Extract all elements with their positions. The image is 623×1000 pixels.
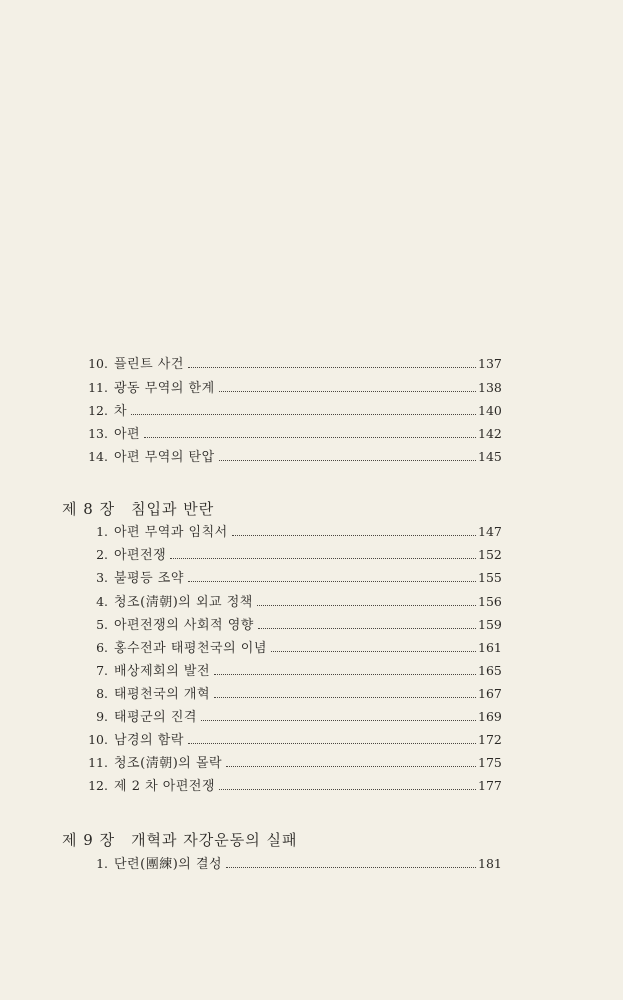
toc-entry: [82, 778, 500, 795]
toc-leader-dots: [188, 743, 476, 744]
toc-entry-page: 140: [478, 403, 502, 418]
toc-entry-title: 홍수전과 태평천국의 이념: [114, 641, 267, 656]
toc-leader-dots: [188, 581, 476, 582]
toc-leader-dots: [219, 460, 476, 461]
toc-entry-page: 147: [478, 524, 502, 539]
toc-entry-title: 불평등 조약: [114, 571, 184, 586]
toc-entry-page: 159: [478, 617, 502, 632]
toc-entry-number: 14.: [88, 449, 108, 464]
toc-leader-dots: [271, 651, 476, 652]
toc-entry-page: 167: [478, 686, 502, 701]
toc-entry: [82, 524, 500, 541]
chapter-title: 개혁과 자강운동의 실패: [131, 831, 298, 849]
toc-entry: [82, 380, 500, 397]
toc-entry-title: 아편: [114, 427, 141, 442]
toc-entry-page: 138: [478, 380, 502, 395]
toc-entry-number: 12.: [88, 778, 108, 793]
toc-entry: [82, 403, 500, 420]
toc-leader-dots: [219, 789, 476, 790]
toc-entry-title: 배상제회의 발전: [114, 664, 211, 679]
toc-entry-number: 2.: [96, 547, 108, 562]
toc-entry-title: 청조(淸朝)의 몰락: [114, 756, 223, 771]
toc-entry: [82, 663, 500, 680]
toc-entry-title: 단련(團練)의 결성: [114, 857, 223, 872]
toc-entry-page: 155: [478, 570, 502, 585]
toc-entry: [82, 856, 500, 873]
toc-entry: [82, 570, 500, 587]
toc-leader-dots: [201, 720, 476, 721]
toc-entry: [82, 755, 500, 772]
toc-leader-dots: [226, 867, 476, 868]
toc-leader-dots: [188, 367, 476, 368]
toc-entry-title: 차: [114, 404, 128, 419]
toc-entry-page: 145: [478, 449, 502, 464]
toc-entry-title: 제 2 차 아편전쟁: [114, 779, 216, 794]
toc-entry-number: 11.: [88, 755, 108, 770]
toc-entry-page: 152: [478, 547, 502, 562]
toc-entry-page: 137: [478, 356, 502, 371]
toc-entry-title: 광동 무역의 한계: [114, 381, 215, 396]
toc-leader-dots: [258, 628, 476, 629]
toc-leader-dots: [144, 437, 476, 438]
toc-entry: [82, 356, 500, 373]
toc-leader-dots: [214, 674, 476, 675]
toc-entry-number: 5.: [96, 617, 108, 632]
toc-entry: [82, 426, 500, 443]
toc-entry-number: 1.: [96, 524, 108, 539]
toc-entry-number: 6.: [96, 640, 108, 655]
chapter-title: 침입과 반란: [131, 500, 215, 518]
toc-entry-title: 아편전쟁의 사회적 영향: [114, 618, 254, 633]
toc-entry: [82, 709, 500, 726]
toc-entry-page: 169: [478, 709, 502, 724]
toc-entry-number: 9.: [96, 709, 108, 724]
chapter-label: 제 9 장: [62, 831, 116, 849]
toc-entry: [82, 686, 500, 703]
toc-entry-page: 161: [478, 640, 502, 655]
toc-leader-dots: [226, 766, 476, 767]
toc-entry-page: 142: [478, 426, 502, 441]
toc-entry-page: 175: [478, 755, 502, 770]
toc-entry-page: 181: [478, 856, 502, 871]
toc-entry-title: 태평천국의 개혁: [114, 687, 211, 702]
toc-leader-dots: [170, 558, 476, 559]
toc-entry: [82, 617, 500, 634]
toc-entry: [82, 594, 500, 611]
toc-entry-title: 플린트 사건: [114, 357, 184, 372]
toc-entry-title: 아편 무역의 탄압: [114, 450, 215, 465]
toc-entry: [82, 449, 500, 466]
toc-entry-page: 177: [478, 778, 502, 793]
toc-entry-title: 태평군의 진격: [114, 710, 197, 725]
toc-entry: [82, 732, 500, 749]
toc-entry-title: 남경의 함락: [114, 733, 184, 748]
toc-entry-number: 1.: [96, 856, 108, 871]
chapter-heading: [62, 829, 298, 850]
toc-entry-number: 4.: [96, 594, 108, 609]
chapter-label: 제 8 장: [62, 500, 116, 518]
toc-entry: [82, 640, 500, 657]
toc-entry-page: 172: [478, 732, 502, 747]
toc-leader-dots: [214, 697, 476, 698]
toc-entry-number: 3.: [96, 570, 108, 585]
toc-entry-number: 10.: [88, 732, 108, 747]
toc-entry-title: 청조(淸朝)의 외교 정책: [114, 595, 253, 610]
toc-entry-number: 12.: [88, 403, 108, 418]
toc-leader-dots: [219, 391, 476, 392]
toc-entry-number: 7.: [96, 663, 108, 678]
toc-entry-number: 10.: [88, 356, 108, 371]
toc-entry-number: 11.: [88, 380, 108, 395]
chapter-heading: [62, 498, 214, 519]
toc-entry-title: 아편 무역과 임칙서: [114, 525, 228, 540]
toc-leader-dots: [131, 414, 476, 415]
toc-entry-number: 8.: [96, 686, 108, 701]
toc-leader-dots: [257, 605, 476, 606]
toc-entry-number: 13.: [88, 426, 108, 441]
toc-entry-page: 165: [478, 663, 502, 678]
toc-entry-title: 아편전쟁: [114, 548, 167, 563]
toc-entry: [82, 547, 500, 564]
toc-entry-page: 156: [478, 594, 502, 609]
toc-leader-dots: [232, 535, 476, 536]
